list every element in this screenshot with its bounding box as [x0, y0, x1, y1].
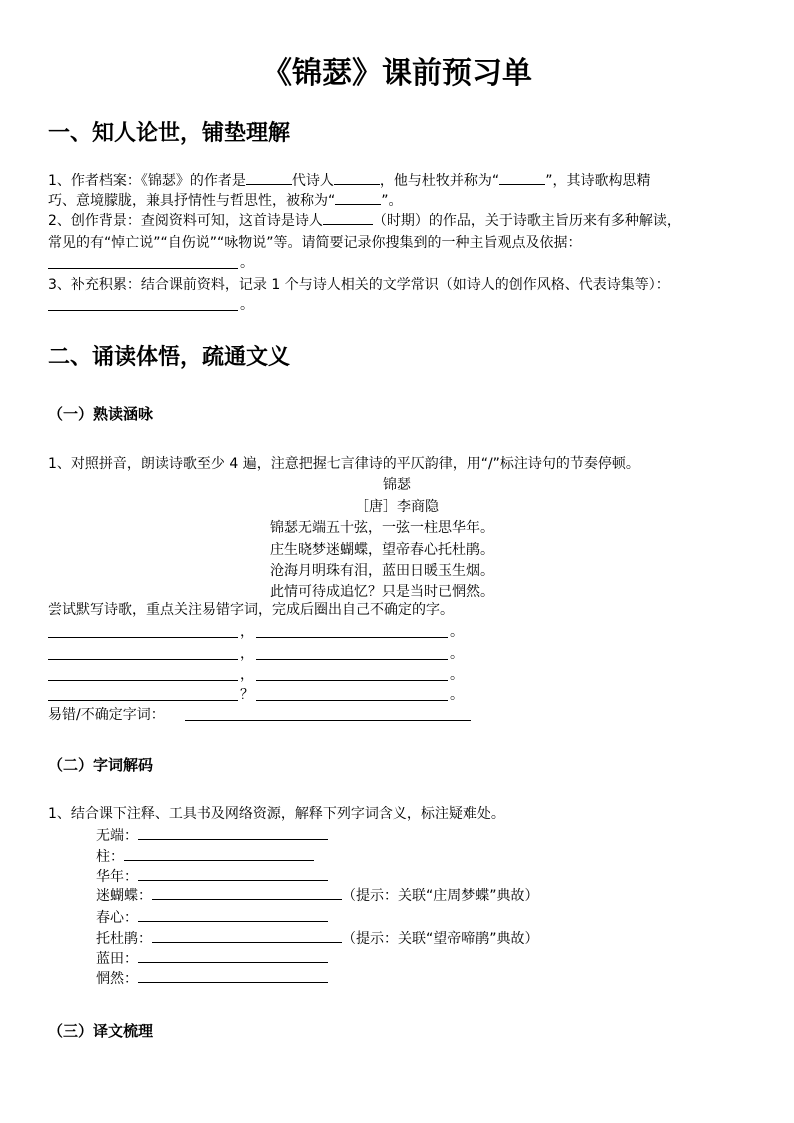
dictation-end-1: 。: [450, 624, 464, 640]
poem-line-2: 庄生晓梦迷蝴蝶，望帝春心托杜鹃。: [270, 542, 494, 558]
term-answer-line[interactable]: [152, 885, 342, 900]
term-label: 春心：: [96, 910, 138, 926]
q2-text-b: （时期）的作品，关于诗歌主旨历来有多种解读，: [372, 213, 681, 229]
term-label: 蓝田：: [96, 951, 138, 967]
term-row: [96, 825, 328, 847]
dictation-sep-3: ，: [240, 667, 254, 683]
q1-pairname-blank[interactable]: [499, 170, 545, 185]
term-answer-line[interactable]: [124, 846, 314, 861]
dictation-end-2: 。: [450, 646, 464, 662]
sub1-q1: 1、对照拼音，朗读诗歌至少 4 遍，注意把握七言律诗的平仄韵律，用“/”标注诗句的节奏停顿。: [48, 456, 640, 472]
sub2-q1: 1、结合课下注释、工具书及网络资源，解释下列字词含义，标注疑难处。: [48, 806, 505, 822]
q1-line2: [48, 190, 403, 212]
dictation-line-1a[interactable]: [48, 637, 238, 638]
term-label: 无端：: [96, 828, 138, 844]
poem-author: ［唐］李商隐: [355, 499, 439, 515]
q2-end: 。: [240, 255, 254, 271]
dictation-line-3b[interactable]: [256, 680, 448, 681]
term-row: [96, 846, 314, 868]
term-hint: （提示：关联“望帝啼鹃”典故）: [342, 931, 539, 947]
q3-line1: 3、补充积累：结合课前资料，记录 1 个与诗人相关的文学常识（如诗人的创作风格、代表诗集等）：: [48, 277, 670, 293]
term-answer-line[interactable]: [138, 948, 328, 963]
term-answer-line[interactable]: [138, 907, 328, 922]
dictation-line-2b[interactable]: [256, 659, 448, 660]
dictation-line-4b[interactable]: [256, 700, 448, 701]
term-row: [96, 968, 328, 990]
poem-line-4: 此情可待成追忆？只是当时已惘然。: [270, 584, 494, 600]
q2-line2: 常见的有“悼亡说”“自伤说”“咏物说”等。请简要记录你搜集到的一种主旨观点及依据：: [48, 235, 582, 251]
q1-text-c: ，他与杜牧并称为“: [379, 173, 500, 189]
dictation-end-3: 。: [450, 667, 464, 683]
poem-line-1: 锦瑟无端五十弦，一弦一柱思华年。: [270, 520, 494, 536]
dictation-prompt: 尝试默写诗歌，重点关注易错字词，完成后圈出自己不确定的字。: [48, 602, 454, 618]
term-answer-line[interactable]: [138, 866, 328, 881]
q1-text-f: ”。: [381, 193, 403, 209]
dictation-line-4a[interactable]: [48, 700, 238, 701]
term-label: 迷蝴蝶：: [96, 888, 152, 904]
dictation-line-1b[interactable]: [256, 637, 448, 638]
q1-text-b: 代诗人: [291, 173, 334, 189]
dictation-line-3a[interactable]: [48, 680, 238, 681]
subsection-1: （一）熟读涵咏: [48, 405, 154, 423]
term-row: [96, 928, 539, 950]
term-label: 华年：: [96, 869, 138, 885]
q1-line1: [48, 170, 650, 192]
term-row: [96, 948, 328, 970]
dictation-end-4: 。: [450, 687, 464, 703]
dictation-sep-1: ，: [240, 624, 254, 640]
term-answer-line[interactable]: [152, 928, 342, 943]
term-label: 柱：: [96, 849, 124, 865]
term-answer-line[interactable]: [138, 968, 328, 983]
poem-line-3: 沧海月明珠有泪，蓝田日暖玉生烟。: [270, 563, 494, 579]
q3-end: 。: [240, 297, 254, 313]
q1-text-a: 1、作者档案：《锦瑟》的作者是: [48, 173, 246, 189]
q2-text-a: 2、创作背景：查阅资料可知，这首诗是诗人: [48, 213, 323, 229]
uncertain-answer-line[interactable]: [185, 720, 471, 721]
term-row: [96, 885, 539, 907]
q1-title-blank[interactable]: [335, 190, 381, 205]
subsection-3: （三）译文梳理: [48, 1022, 154, 1040]
term-hint: （提示：关联“庄周梦蝶”典故）: [342, 888, 539, 904]
term-label: 惘然：: [96, 971, 138, 987]
q2-answer-line[interactable]: [48, 268, 238, 269]
q1-text-e: 巧、意境朦胧，兼具抒情性与哲思性，被称为“: [48, 193, 336, 209]
poem-title: 锦瑟: [383, 477, 411, 493]
q1-text-d: ”，其诗歌构思精: [545, 173, 651, 189]
section-heading-2: 二、诵读体悟，疏通文义: [48, 345, 291, 370]
dictation-sep-2: ，: [240, 646, 254, 662]
subsection-2: （二）字词解码: [48, 756, 154, 774]
q3-answer-line[interactable]: [48, 310, 238, 311]
term-answer-line[interactable]: [138, 825, 328, 840]
section-heading-1: 一、知人论世，铺垫理解: [48, 121, 291, 146]
term-label: 托杜鹃：: [96, 931, 152, 947]
q2-line1: [48, 210, 681, 232]
q2-period-blank[interactable]: [323, 210, 373, 225]
term-row: [96, 907, 328, 929]
q1-dynasty-blank[interactable]: [246, 170, 292, 185]
q1-poet-blank[interactable]: [334, 170, 380, 185]
dictation-line-2a[interactable]: [48, 659, 238, 660]
uncertain-label: 易错/不确定字词：: [48, 707, 165, 723]
page-title: 《锦瑟》课前预习单: [262, 56, 532, 91]
dictation-sep-4: ？: [240, 687, 254, 703]
